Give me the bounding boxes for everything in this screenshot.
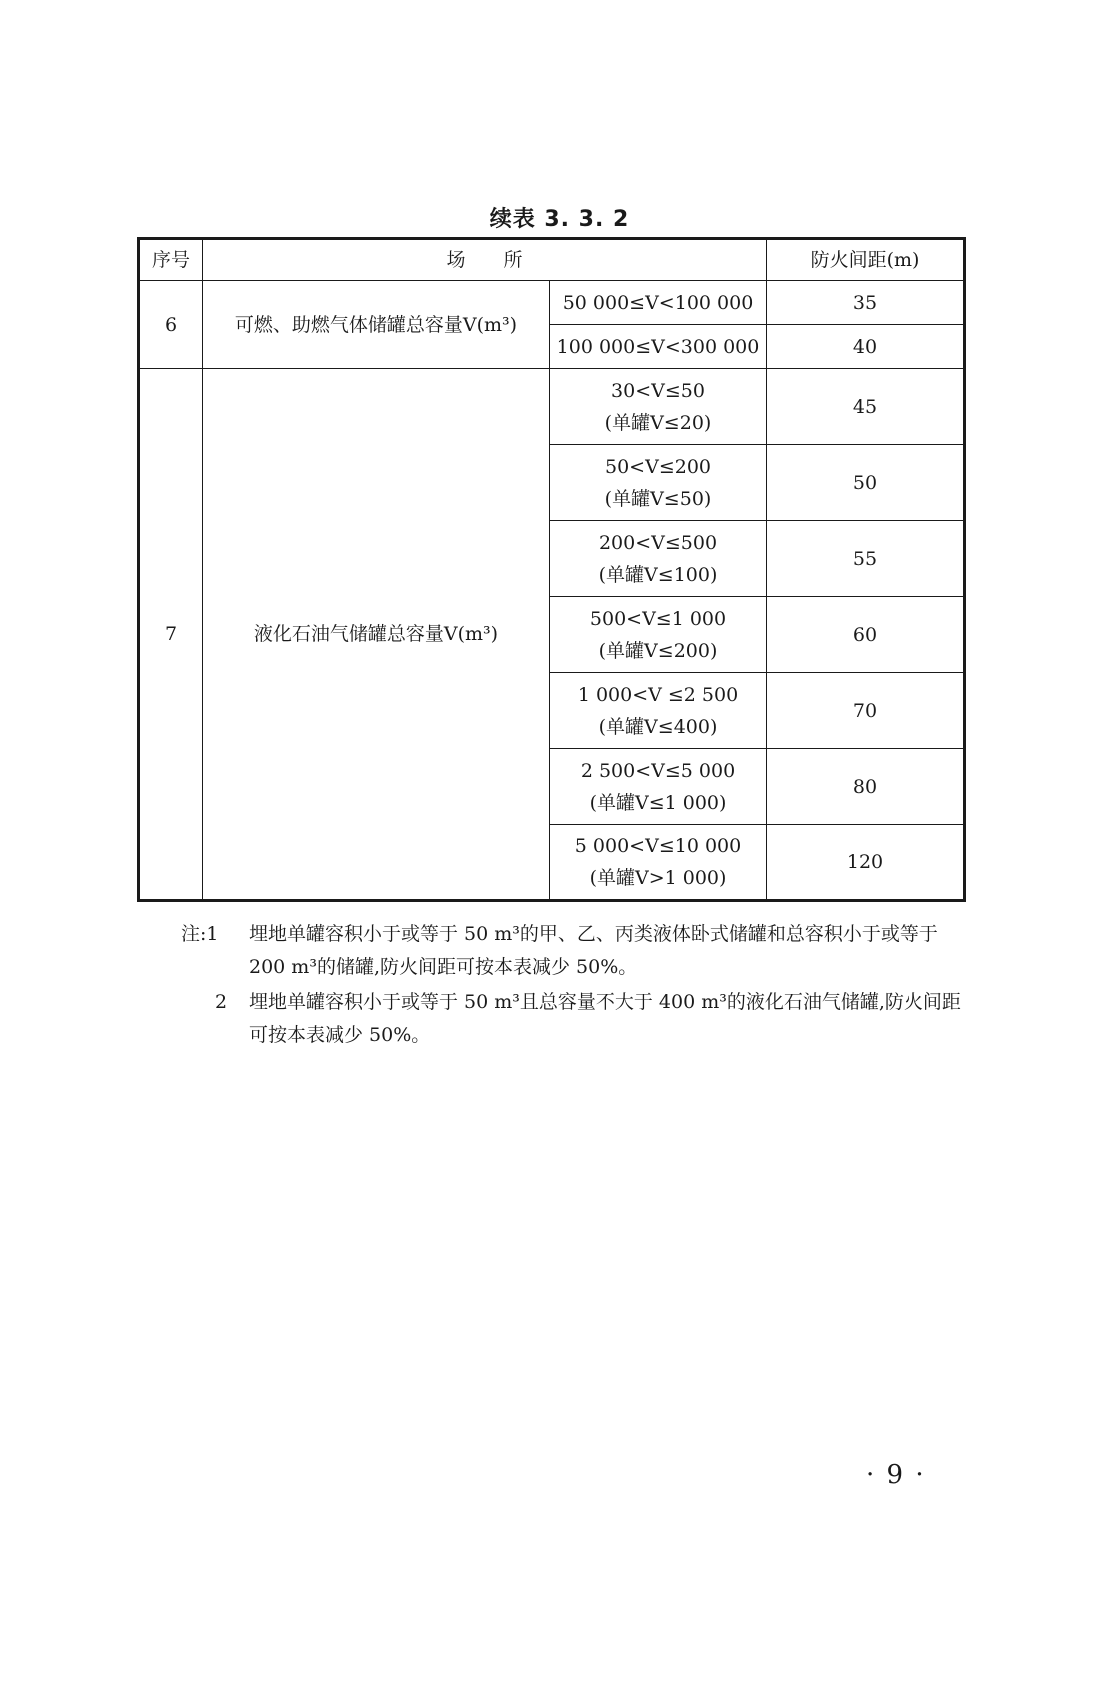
notes-label — [181, 918, 219, 951]
condition-cell — [550, 445, 767, 521]
condition-cell — [550, 673, 767, 749]
distance-value: 80 — [767, 749, 965, 825]
note-item: 埋地单罐容积小于或等于 50 m³的甲、乙、丙类液体卧式储罐和总容积小于或等于 200 m³的储罐,防火间距可按本表减少 50%。 — [249, 923, 938, 978]
distance-value: 35 — [767, 281, 965, 325]
row-place: 液化石油气储罐总容量V(m³) — [203, 369, 550, 901]
notes-label-text: 注: — [181, 923, 207, 945]
note-item: 埋地单罐容积小于或等于 50 m³且总容量不大于 400 m³的液化石油气储罐,防火间距可按本表减少 50%。 — [249, 991, 961, 1046]
condition-range: 200<V≤500 — [598, 531, 718, 554]
note-number: 2 — [215, 991, 228, 1013]
condition-single-tank: (单罐V≤200) — [598, 639, 718, 662]
condition-cell — [550, 369, 767, 445]
condition-single-tank: (单罐V≤50) — [604, 487, 712, 510]
note-number: 1 — [206, 923, 219, 945]
condition-single-tank: (单罐V≤1 000) — [589, 791, 727, 814]
table-row — [139, 369, 965, 445]
row-index: 6 — [139, 281, 203, 369]
page-number: · 9 · — [866, 1460, 926, 1490]
distance-value: 50 — [767, 445, 965, 521]
condition-cell — [550, 825, 767, 901]
row-index: 7 — [139, 369, 203, 901]
table-row — [139, 281, 965, 325]
distance-value: 40 — [767, 325, 965, 369]
condition-range: 2 500<V≤5 000 — [580, 759, 736, 782]
condition-single-tank: (单罐V≤100) — [598, 563, 718, 586]
condition-single-tank: (单罐V≤400) — [598, 715, 718, 738]
table-header-row — [139, 239, 965, 281]
condition-cell — [550, 597, 767, 673]
condition-single-tank: (单罐V>1 000) — [589, 867, 727, 889]
header-distance: 防火间距(m) — [767, 239, 965, 281]
distance-value: 70 — [767, 673, 965, 749]
distance-value: 120 — [767, 825, 965, 901]
condition-single-tank: (单罐V≤20) — [604, 411, 712, 434]
condition-range: 500<V≤1 000 — [589, 607, 727, 630]
condition-range: 50<V≤200 — [605, 455, 712, 478]
condition-range: 50 000≤V<100 000 — [550, 281, 767, 325]
distance-value: 60 — [767, 597, 965, 673]
condition-range: 100 000≤V<300 000 — [550, 325, 767, 369]
fire-distance-table — [137, 237, 966, 902]
distance-value: 55 — [767, 521, 965, 597]
condition-range: 1 000<V ≤2 500 — [577, 683, 739, 706]
condition-range: 30<V≤50 — [611, 379, 705, 402]
header-index: 序号 — [139, 239, 203, 281]
condition-range: 5 000<V≤10 000 — [574, 835, 742, 857]
distance-value: 45 — [767, 369, 965, 445]
condition-cell — [550, 521, 767, 597]
table-caption: 续表 3. 3. 2 — [489, 207, 630, 232]
row-place: 可燃、助燃气体储罐总容量V(m³) — [203, 281, 550, 369]
header-place: 场 所 — [203, 239, 767, 281]
condition-cell — [550, 749, 767, 825]
